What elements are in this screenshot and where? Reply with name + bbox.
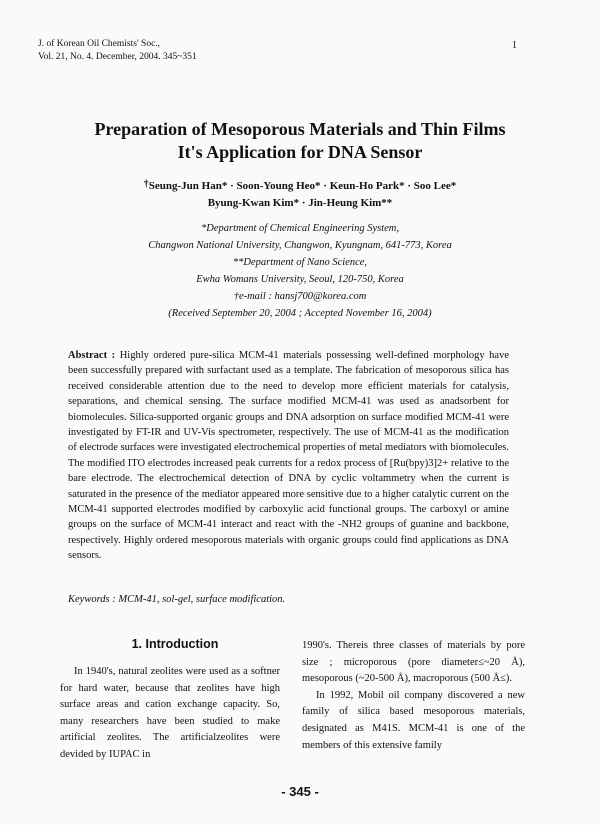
title-line-1: Preparation of Mesoporous Materials and Thin Films (94, 119, 506, 139)
affiliation-2: Changwon National University, Changwon, Kyungnam, 641-773, Korea (148, 240, 452, 251)
abstract (68, 348, 509, 564)
email-line: †e-mail : hansj700@korea.com (233, 291, 367, 302)
authors-line-2: Byung-Kwan Kim* · Jin-Heung Kim** (207, 197, 393, 209)
affiliations (30, 220, 570, 322)
journal-citation (38, 38, 197, 63)
keywords: Keywords : MCM-41, sol-gel, surface modification. (68, 594, 286, 605)
corner-page-number: 1 (512, 40, 517, 51)
section-heading: 1. Introduction (131, 637, 219, 651)
affiliation-3: **Department of Nano Science, (232, 257, 368, 268)
received-dates: (Received September 20, 2004 ; Accepted November 16, 2004) (168, 308, 432, 319)
left-column (60, 664, 280, 764)
intro-paragraph-2: In 1992, Mobil oil company discovered a new family of silica based mesoporous materials, designated as M41S. MCM-41 is one of the members of this extensive family (302, 689, 525, 751)
abstract-label: Abstract : (68, 350, 116, 361)
affiliation-1: *Department of Chemical Engineering System, (200, 223, 399, 234)
author-list (30, 176, 570, 212)
corresponding-dagger: † (143, 179, 149, 190)
affiliation-4: Ewha Womans University, Seoul, 120-750, Korea (196, 274, 404, 285)
right-column (302, 638, 525, 754)
page-number: - 345 - (281, 784, 319, 799)
paper-title (30, 118, 570, 164)
abstract-text: Highly ordered pure-silica MCM-41 materials possessing well-defined morphology have been successfully prepared with surfactant used as a template. The fabrication of mesoporous silica has received considerable attention due to the need to develop more efficient materials for catalysis, separations, and chemical sensing. The surface modified MCM-41 was used as anadsorbent for biomolecules. Silica-supported organic groups and DNA adsorption on surface modified MCM-41 were investigated by FT-IR and UV-Vis spectrometer, respectively. The use of MCM-41 as the modification of electrode surfaces were investigated electrochemical properties of metal mediators with biomolecules. The modified ITO electrodes increased peak currents for a redox process of [Ru(bpy)3]2+ relative to the bare electrode. The electrochemical detection of DNA by cyclic voltammetry when the current is saturated in the presence of the mediator appeared more sensitive due to a higher catalytic current on the MCM-41 supported electrodes modified by carboxylic acid functional groups. The carboxyl or amine groups on the surface of MCM-41 interact and react with the -NH2 groups of guanine and backbone, respectively. Highly ordered mesoporous materials with organic groups could find applications as DNA sensors. (68, 350, 509, 562)
intro-paragraph-continued: 1990's. Thereis three classes of materials by pore size ; microporous (pore diameter≤~20 Å), mesoporous (~20-500 Å), macroporous (500 Å≤). (302, 640, 525, 685)
journal-line-1: J. of Korean Oil Chemists' Soc., (38, 39, 161, 49)
journal-line-2: Vol. 21, No. 4. December, 2004. 345~351 (38, 51, 197, 62)
intro-paragraph-1: In 1940's, natural zeolites were used as a softner for hard water, because that zeolites have high surface areas and cation exchange capacity. So, many researchers have been studied to make artificial zeolites. The artificialzeolites were devided by IUPAC in (60, 666, 280, 760)
title-line-2: It's Application for DNA Sensor (177, 142, 423, 162)
authors-line-1: Seung-Jun Han* · Soon-Young Heo* · Keun-Ho Park* · Soo Lee* (148, 180, 457, 192)
